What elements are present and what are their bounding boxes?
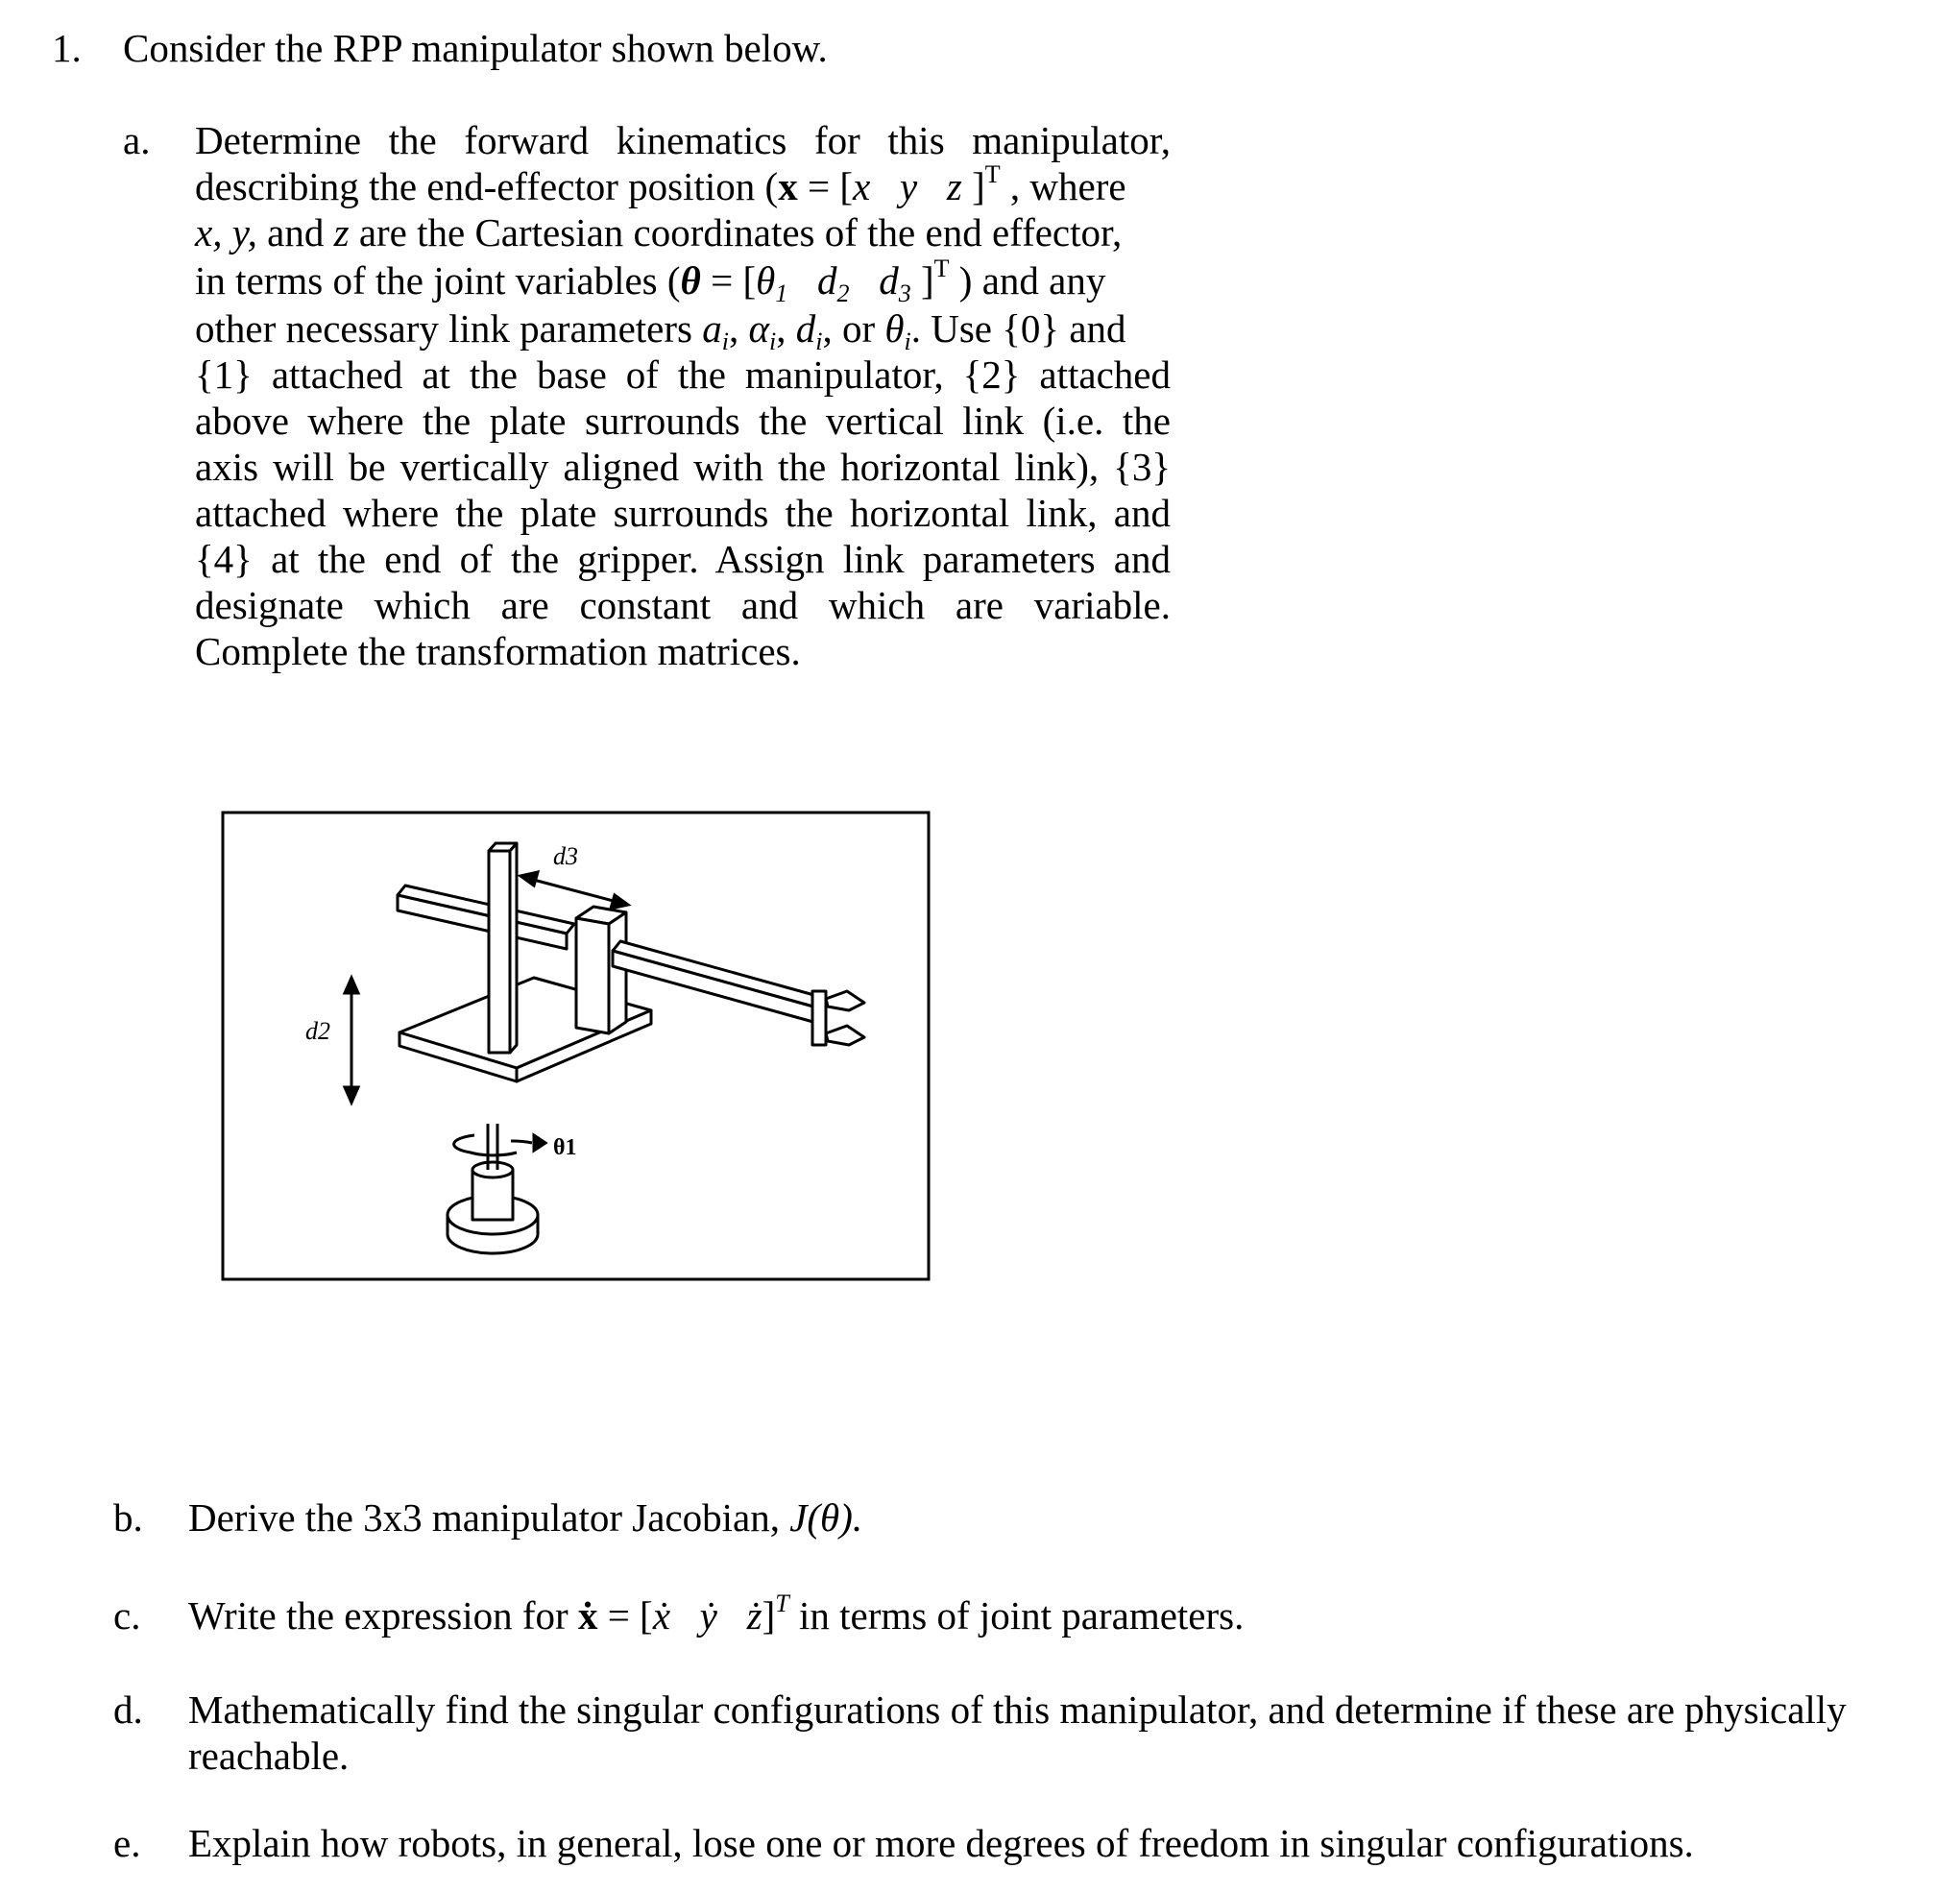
part-a-line-7: above where the plate surrounds the vertical link (i.e. the	[195, 399, 1171, 443]
label-d3: d3	[553, 842, 578, 870]
part-a-line-11: designate which are constant and which are variable.	[195, 583, 1171, 627]
label-d2: d2	[305, 1017, 330, 1045]
part-a-line-6: {1} attached at the base of the manipulator, {2} attached	[195, 352, 1171, 397]
part-d-line-2: reachable.	[188, 1734, 350, 1778]
part-a-line-8: axis will be vertically aligned with the horizontal link), {3}	[195, 445, 1171, 489]
part-a-line-3: x, y, and z are the Cartesian coordinates of the end effector,	[195, 210, 1123, 255]
part-d-line-1: Mathematically find the singular configurations of this manipulator, and determine if these are physically	[188, 1687, 1847, 1732]
part-a-line-10: {4} at the end of the gripper. Assign link parameters and	[195, 537, 1171, 581]
manipulator-figure	[217, 807, 934, 1285]
label-theta1: θ1	[553, 1135, 577, 1160]
problem-number: 1.	[52, 26, 82, 70]
part-a-line-5: other necessary link parameters $a_i$, $\alpha_i$, $d_i$, or $\theta_i$. Use {0} and	[195, 306, 1126, 355]
vertical-rod	[489, 843, 517, 1053]
part-a-line-1: Determine the forward kinematics for this manipulator,	[195, 118, 1171, 162]
part-e-label: e.	[113, 1821, 141, 1865]
part-e-text: Explain how robots, in general, lose one or more degrees of freedom in singular configurations.	[188, 1821, 1694, 1865]
manipulator-diagram	[217, 807, 934, 1285]
part-a-line-4: in terms of the joint variables ($\theta = [\theta_1$ $d_2$ $d_3$ ]$^T$ ) and any	[195, 255, 1106, 307]
part-b-label: b.	[113, 1495, 143, 1540]
problem-intro: Consider the RPP manipulator shown below.	[123, 26, 828, 70]
part-c-label: c.	[113, 1593, 141, 1638]
part-b-text: Derive the 3x3 manipulator Jacobian, J(θ).	[188, 1495, 863, 1540]
part-c-text: Write the expression for ẋ = [ẋ ẏ ż]$^T$ in terms of joint parameters.	[188, 1590, 1245, 1638]
part-a-line-2: describing the end-effector position (x = [x y z ]$^T$ , where	[195, 160, 1126, 208]
carriage-block	[576, 907, 626, 1033]
part-a-line-9: attached where the plate surrounds the horizontal link, and	[195, 491, 1171, 535]
part-a-label: a.	[123, 118, 151, 162]
part-a-line-12: Complete the transformation matrices.	[195, 629, 801, 673]
part-d-label: d.	[113, 1687, 143, 1732]
